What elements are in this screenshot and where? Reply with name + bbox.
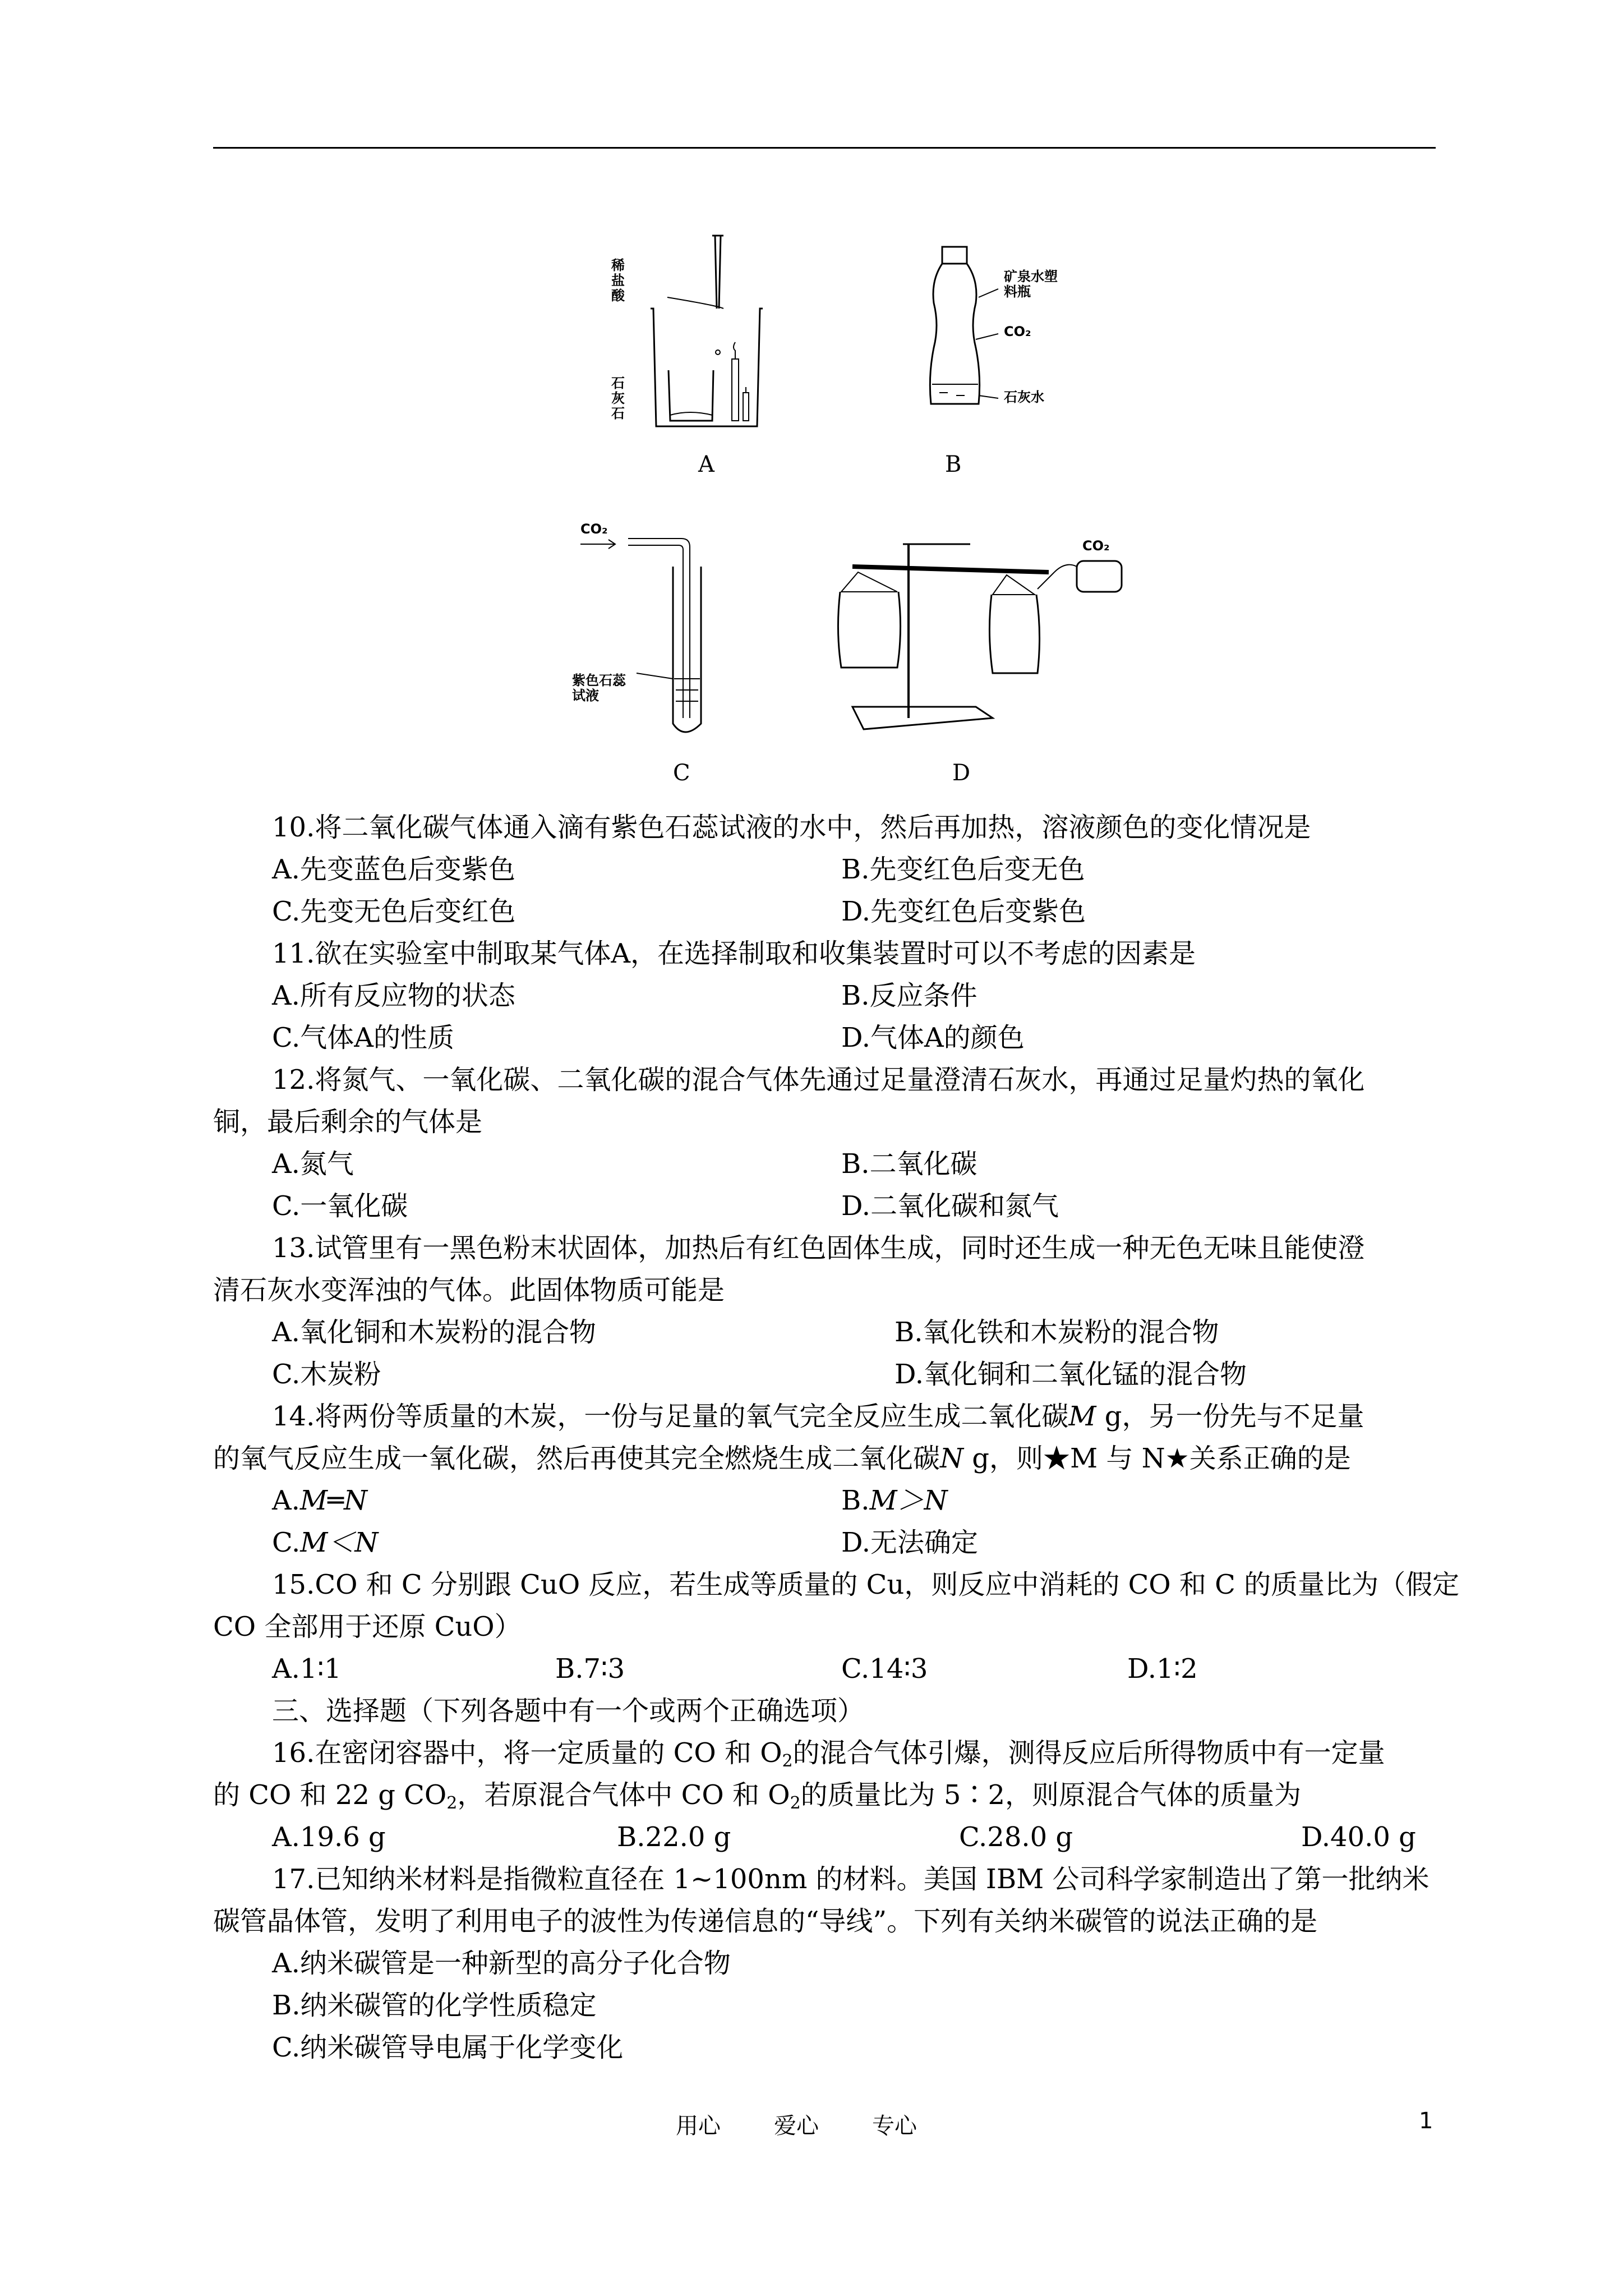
q14-stem-line2 — [213, 1442, 1436, 1475]
q10-option-a[interactable]: A.先变蓝色后变紫色 — [272, 854, 515, 885]
section-3-heading: 三、选择题（下列各题中有一个或两个正确选项） — [272, 1695, 865, 1727]
q16-stem-text-a: 16.在密闭容器中，将一定质量的 CO 和 O — [272, 1737, 782, 1769]
q17-option-a[interactable]: A.纳米碳管是一种新型的高分子化合物 — [272, 1948, 731, 1979]
footer-text-3: 专心 — [872, 2113, 917, 2139]
figure-c-letter: C — [673, 760, 690, 786]
q16-option-a[interactable]: A.19.6 g — [272, 1821, 386, 1853]
figure-c — [569, 505, 737, 740]
q16-subscript-3: 2 — [790, 1793, 801, 1813]
label-litmus: 紫色石蕊试液 — [572, 673, 626, 703]
figure-b — [909, 236, 1088, 426]
q16-stem-text-b: 的混合气体引爆，测得反应后所得物质中有一定量 — [792, 1737, 1385, 1769]
footer-text-1: 用心 — [676, 2113, 721, 2139]
q14-stem-text-b: g，另一份先与不足量 — [1096, 1401, 1364, 1432]
q14-option-b-prefix: B. — [841, 1485, 870, 1516]
q15-stem-line2: CO 全部用于还原 CuO） — [213, 1611, 522, 1642]
q11-option-a[interactable]: A.所有反应物的状态 — [272, 980, 515, 1011]
q15-option-b[interactable]: B.7∶3 — [555, 1653, 625, 1685]
q15-option-c[interactable]: C.14∶3 — [841, 1653, 928, 1685]
q14-option-a-prefix: A. — [272, 1485, 300, 1516]
q14-var-m: M — [1068, 1401, 1096, 1432]
label-co2-b: CO₂ — [1004, 324, 1031, 339]
q16-subscript-1: 2 — [782, 1751, 793, 1771]
q12-stem-line2: 铜，最后剩余的气体是 — [213, 1106, 483, 1138]
q13-stem-line2: 清石灰水变浑浊的气体。此固体物质可能是 — [213, 1274, 725, 1306]
q16-option-c[interactable]: C.28.0 g — [959, 1821, 1073, 1853]
q14-option-d[interactable]: D.无法确定 — [841, 1527, 979, 1558]
q12-option-a[interactable]: A.氮气 — [272, 1148, 354, 1180]
label-limewater: 石灰水 — [1004, 389, 1044, 405]
label-acid: 稀盐酸 — [611, 257, 625, 303]
q16-option-b[interactable]: B.22.0 g — [617, 1821, 731, 1853]
q16-subscript-2: 2 — [446, 1793, 458, 1813]
q17-option-c[interactable]: C.纳米碳管导电属于化学变化 — [272, 2032, 624, 2063]
figure-d-letter: D — [952, 760, 971, 786]
test-tube-diagram — [569, 505, 737, 740]
plastic-bottle-diagram — [909, 236, 1088, 421]
q16-stem-line2 — [213, 1778, 1436, 1812]
q12-option-b[interactable]: B.二氧化碳 — [841, 1148, 978, 1180]
q10-option-c[interactable]: C.先变无色后变红色 — [272, 896, 516, 927]
figure-b-letter: B — [945, 452, 962, 477]
q14-stem-line1 — [272, 1400, 1495, 1433]
q13-option-d[interactable]: D.氧化铜和二氧化锰的混合物 — [895, 1359, 1247, 1390]
q14-option-a-expr: M═N — [299, 1485, 367, 1516]
figure-a — [606, 224, 774, 449]
q11-option-c[interactable]: C.气体A的性质 — [272, 1022, 454, 1053]
header-rule — [213, 147, 1436, 149]
q14-option-c[interactable] — [272, 1526, 378, 1559]
figure-a-letter: A — [698, 452, 714, 477]
q16-stem-line1 — [272, 1736, 1495, 1770]
q16-stem-text-d: ，若原混合气体中 CO 和 O — [457, 1779, 790, 1811]
q13-option-c[interactable]: C.木炭粉 — [272, 1359, 381, 1390]
q10-option-d[interactable]: D.先变红色后变紫色 — [841, 896, 1086, 927]
q11-option-d[interactable]: D.气体A的颜色 — [841, 1022, 1025, 1053]
label-co2-c: CO₂ — [580, 521, 608, 537]
q13-stem-line1: 13.试管里有一黑色粉末状固体，加热后有红色固体生成，同时还生成一种无色无味且能使澄 — [272, 1232, 1365, 1264]
q15-option-d[interactable]: D.1∶2 — [1127, 1653, 1198, 1685]
beaker-apparatus-diagram — [606, 224, 774, 438]
q15-option-a[interactable]: A.1∶1 — [272, 1653, 342, 1685]
q14-var-n: N — [940, 1443, 964, 1474]
label-bottle: 矿泉水塑料瓶 — [1004, 269, 1058, 300]
q16-stem-text-c: 的 CO 和 22 g CO — [213, 1779, 447, 1811]
q17-stem-line1: 17.已知纳米材料是指微粒直径在 1~100nm 的材料。美国 IBM 公司科学家制造出了第一批纳米 — [272, 1864, 1430, 1895]
q14-option-c-prefix: C. — [272, 1527, 301, 1558]
q14-stem-text-c: 的氧气反应生成一氧化碳，然后再使其完全燃烧生成二氧化碳 — [213, 1443, 940, 1474]
q11-stem: 11.欲在实验室中制取某气体A，在选择制取和收集装置时可以不考虑的因素是 — [272, 938, 1196, 969]
q14-option-c-expr: M＜N — [300, 1527, 379, 1558]
q10-stem: 10.将二氧化碳气体通入滴有紫色石蕊试液的水中，然后再加热，溶液颜色的变化情况是 — [272, 812, 1311, 843]
q16-option-d[interactable]: D.40.0 g — [1301, 1821, 1416, 1853]
q14-option-a[interactable] — [272, 1484, 367, 1517]
footer-text-2: 爱心 — [774, 2113, 819, 2139]
q17-stem-line2: 碳管晶体管，发明了利用电子的波性为传递信息的“导线”。下列有关纳米碳管的说法正确的是 — [213, 1906, 1318, 1937]
q13-option-b[interactable]: B.氧化铁和木炭粉的混合物 — [895, 1317, 1219, 1348]
q10-option-b[interactable]: B.先变红色后变无色 — [841, 854, 1085, 885]
q14-stem-text-d: g，则★M 与 N★关系正确的是 — [963, 1443, 1351, 1474]
q14-stem-text-a: 14.将两份等质量的木炭，一份与足量的氧气完全反应生成二氧化碳 — [272, 1401, 1069, 1432]
q12-stem-line1: 12.将氮气、一氧化碳、二氧化碳的混合气体先通过足量澄清石灰水，再通过足量灼热的氧化 — [272, 1064, 1365, 1096]
q12-option-d[interactable]: D.二氧化碳和氮气 — [841, 1190, 1059, 1222]
q14-option-b-expr: M＞N — [869, 1485, 948, 1516]
figure-d — [830, 527, 1144, 752]
balance-beam-diagram — [830, 527, 1144, 752]
q15-stem-line1: 15.CO 和 C 分别跟 CuO 反应，若生成等质量的 Cu，则反应中消耗的 CO 和 C 的质量比为（假定 — [272, 1569, 1460, 1600]
label-co2-d: CO₂ — [1082, 538, 1110, 554]
q17-option-b[interactable]: B.纳米碳管的化学性质稳定 — [272, 1990, 597, 2021]
q16-stem-text-e: 的质量比为 5∶2，则原混合气体的质量为 — [800, 1779, 1302, 1811]
q14-option-b[interactable] — [841, 1484, 948, 1517]
label-limestone: 石灰石 — [611, 375, 625, 421]
q11-option-b[interactable]: B.反应条件 — [841, 980, 978, 1011]
page-number: 1 — [1419, 2108, 1433, 2134]
q12-option-c[interactable]: C.一氧化碳 — [272, 1190, 408, 1222]
q13-option-a[interactable]: A.氧化铜和木炭粉的混合物 — [272, 1317, 596, 1348]
